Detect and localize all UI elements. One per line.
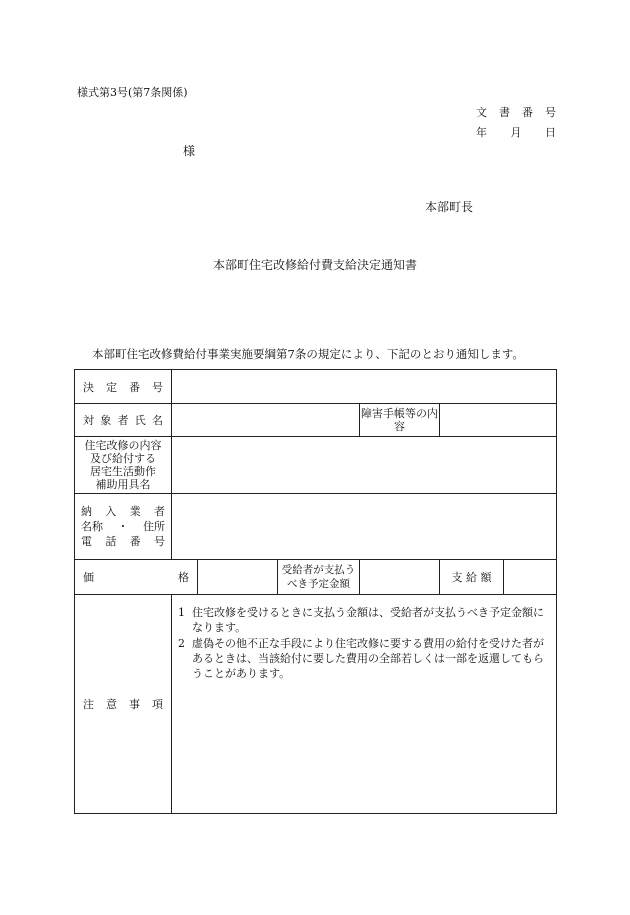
- subject-name-row: [75, 404, 557, 437]
- subject-name-field[interactable]: [172, 404, 360, 437]
- decision-number-field[interactable]: [172, 370, 557, 404]
- note-item: 2 虚偽その他不正な手段により住宅改修に要する費用の給付を受けた者があるときは、当該給付に要した費用の全部若しくは一部を返還してもらうことがあります。: [178, 637, 544, 680]
- benefit-amount-label: 支 給 額: [440, 560, 504, 595]
- notes-label: 注 意 事 項: [75, 595, 172, 814]
- intro-text: 本部町住宅改修費給付事業実施要綱第7条の規定により、下記のとおり通知します。: [92, 347, 524, 361]
- price-field[interactable]: [198, 560, 278, 595]
- benefit-amount-field[interactable]: [504, 560, 557, 595]
- copay-label: 受給者が支払う べき予定金額: [278, 560, 360, 595]
- docnum-char: 書: [499, 106, 510, 119]
- document-title: 本部町住宅改修給付費支給決定通知書: [212, 258, 417, 272]
- decision-number-label: 決 定 番 号: [75, 370, 172, 404]
- disability-field[interactable]: [440, 404, 557, 437]
- notice-table: [74, 369, 557, 814]
- date-day: 日: [545, 126, 556, 139]
- notes-row: [75, 595, 557, 814]
- date-month: 月: [510, 126, 522, 139]
- vendor-field[interactable]: [172, 494, 557, 560]
- document-number-label: [476, 104, 556, 120]
- vendor-row: [75, 494, 557, 560]
- disability-label: 障害手帳等の内容: [360, 404, 440, 437]
- docnum-char: 号: [545, 106, 556, 119]
- subject-name-label: 対 象 者 氏 名: [75, 404, 172, 437]
- vendor-label: 納 入 業 者 名称 ・ 住所 電 話 番 号: [75, 494, 172, 560]
- renovation-row: [75, 437, 557, 494]
- renovation-field[interactable]: [172, 437, 557, 494]
- addressee-suffix: 様: [183, 144, 196, 158]
- decision-number-row: [75, 370, 557, 404]
- renovation-label: 住宅改修の内容 及び給付する 居宅生活動作 補助用具名: [75, 437, 172, 494]
- form-id: 様式第3号(第7条関係): [77, 86, 188, 99]
- date-label: [476, 124, 556, 140]
- docnum-char: 文: [476, 106, 487, 119]
- copay-field[interactable]: [360, 560, 440, 595]
- docnum-char: 番: [522, 106, 533, 119]
- notes-content: [172, 595, 557, 814]
- issuer: 本部町長: [425, 200, 474, 214]
- note-item: 1 住宅改修を受けるときに支払う金額は、受給者が支払うべき予定金額になります。: [178, 606, 544, 634]
- price-label: 価 格: [75, 560, 198, 595]
- date-year: 年: [476, 126, 487, 139]
- amount-row: [75, 560, 557, 595]
